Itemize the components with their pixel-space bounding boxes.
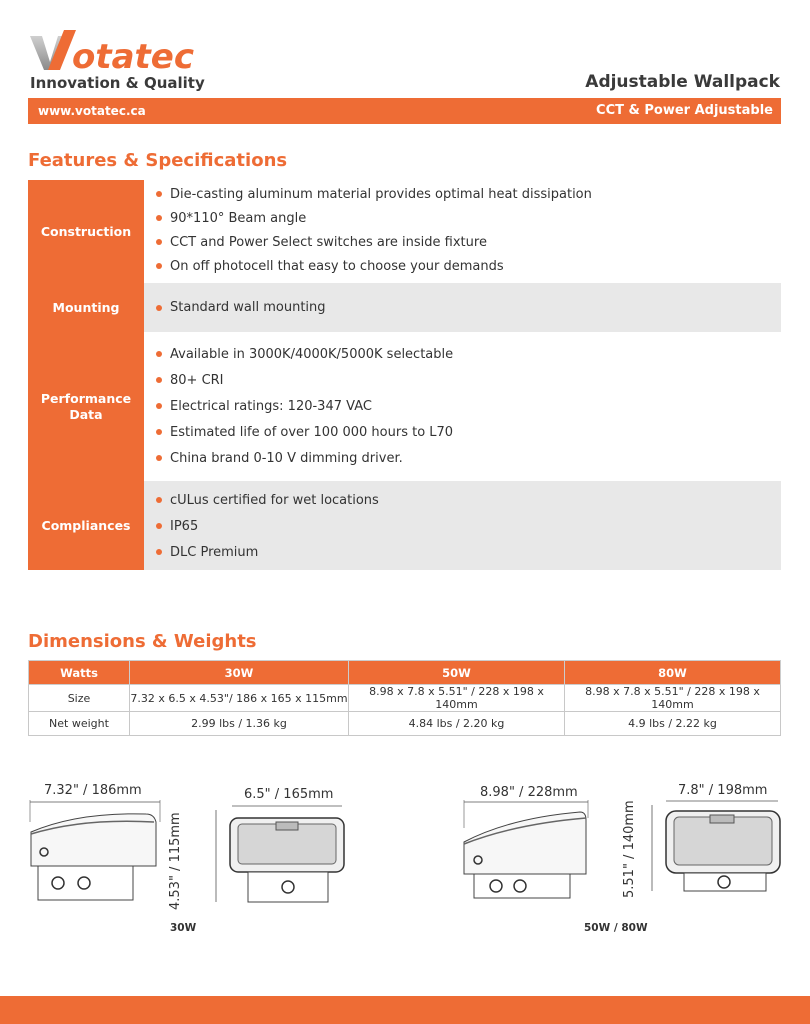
features-row-compliances: [28, 481, 781, 570]
dimension-label: 4.53" / 115mm: [168, 812, 183, 910]
wallpack-50w-80w-side-drawing: [460, 798, 600, 902]
feature-item: Standard wall mounting: [156, 300, 326, 315]
feature-item: On off photocell that easy to choose your demands: [156, 254, 781, 278]
diagram-caption: 50W / 80W: [584, 922, 648, 934]
table-cell: 7.32 x 6.5 x 4.53"/ 186 x 165 x 115mm: [130, 685, 349, 712]
feature-item: Die-casting aluminum material provides optimal heat dissipation: [156, 182, 781, 206]
bullet-icon: [156, 429, 162, 435]
feature-item: 90*110° Beam angle: [156, 206, 781, 230]
bullet-icon: [156, 523, 162, 529]
tagline: Innovation & Quality: [30, 74, 205, 92]
table-row: [29, 685, 781, 712]
dimension-label: 6.5" / 165mm: [244, 787, 334, 802]
table-cell: Net weight: [29, 712, 130, 736]
footer-bar: [0, 996, 810, 1024]
feature-item: DLC Premium: [156, 539, 781, 565]
bullet-icon: [156, 191, 162, 197]
dimension-label: 8.98" / 228mm: [480, 785, 578, 800]
feature-item: China brand 0-10 V dimming driver.: [156, 445, 781, 471]
votatec-logo: [28, 26, 208, 74]
bullet-icon: [156, 263, 162, 269]
features-label: Performance Data: [28, 332, 144, 481]
bullet-icon: [156, 455, 162, 461]
product-title: Adjustable Wallpack: [585, 72, 780, 92]
dimension-label: 7.32" / 186mm: [44, 783, 142, 798]
table-header-row: [29, 661, 781, 685]
wallpack-30w-front-drawing: [188, 802, 348, 910]
bullet-icon: [156, 549, 162, 555]
diagram-caption: 30W: [170, 922, 197, 934]
dimensions-table: [28, 660, 781, 736]
bullet-icon: [156, 377, 162, 383]
bullet-icon: [156, 497, 162, 503]
wallpack-50w-80w-front-drawing: [626, 797, 786, 897]
column-header: 50W: [349, 661, 565, 685]
product-subtitle: CCT & Power Adjustable: [596, 103, 773, 118]
website-link[interactable]: www.votatec.ca: [38, 104, 146, 118]
bullet-icon: [156, 215, 162, 221]
features-label: Mounting: [28, 283, 144, 332]
dimension-label: 5.51" / 140mm: [622, 800, 637, 898]
table-cell: 2.99 lbs / 1.36 kg: [130, 712, 349, 736]
bullet-icon: [156, 403, 162, 409]
table-cell: 8.98 x 7.8 x 5.51" / 228 x 198 x 140mm: [349, 685, 565, 712]
column-header: 80W: [565, 661, 781, 685]
wallpack-30w-side-drawing: [28, 798, 168, 906]
table-cell: Size: [29, 685, 130, 712]
features-row-mounting: [28, 283, 781, 332]
features-heading: Features & Specifications: [28, 150, 288, 171]
column-header: Watts: [29, 661, 130, 685]
feature-item: Estimated life of over 100 000 hours to L70: [156, 419, 781, 445]
features-label: Construction: [28, 180, 144, 283]
bullet-icon: [156, 239, 162, 245]
bullet-icon: [156, 351, 162, 357]
table-cell: 8.98 x 7.8 x 5.51" / 228 x 198 x 140mm: [565, 685, 781, 712]
feature-item: CCT and Power Select switches are inside fixture: [156, 230, 781, 254]
svg-text:otatec: otatec: [72, 37, 195, 74]
features-row-construction: [28, 180, 781, 283]
feature-item: 80+ CRI: [156, 367, 781, 393]
features-label: Compliances: [28, 481, 144, 570]
dimension-label: 7.8" / 198mm: [678, 783, 768, 798]
table-cell: 4.9 lbs / 2.22 kg: [565, 712, 781, 736]
table-cell: 4.84 lbs / 2.20 kg: [349, 712, 565, 736]
features-row-performance: [28, 332, 781, 481]
table-row: [29, 712, 781, 736]
feature-item: Electrical ratings: 120-347 VAC: [156, 393, 781, 419]
feature-item: Available in 3000K/4000K/5000K selectable: [156, 341, 781, 367]
feature-item: cULus certified for wet locations: [156, 487, 781, 513]
column-header: 30W: [130, 661, 349, 685]
bullet-icon: [156, 305, 162, 311]
features-table: [28, 180, 781, 570]
header-band: [28, 98, 781, 124]
dimensions-heading: Dimensions & Weights: [28, 631, 257, 652]
feature-item: IP65: [156, 513, 781, 539]
